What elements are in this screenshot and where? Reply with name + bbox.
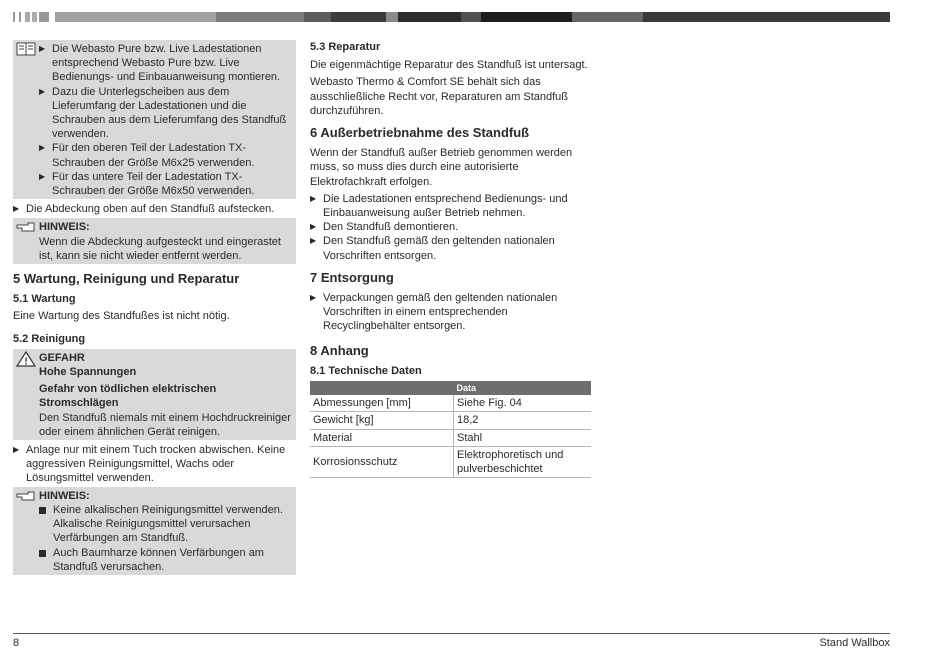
table-cell: Korrosionsschutz	[310, 446, 454, 477]
subsection-title: 5.2 Reinigung	[13, 332, 86, 345]
table-row	[310, 446, 591, 477]
danger-headline: Gefahr von tödlichen elektrischen Stromschlägen	[39, 383, 217, 410]
hint-title: HINWEIS:	[39, 489, 90, 502]
manual-book-icon	[16, 42, 36, 56]
table-cell: Stahl	[454, 429, 592, 446]
technical-data-table	[310, 381, 591, 478]
table-cell: Siehe Fig. 04	[454, 395, 592, 412]
pointing-hand-icon	[16, 220, 36, 234]
table-cell: Material	[310, 429, 454, 446]
list-item: Keine alkalischen Reinigungsmittel verwenden. Alkalische Reinigungsmittel verursachen Verfärbungen am Standfuß.	[39, 503, 292, 546]
list-item: ▶ Den Standfuß demontieren.	[310, 221, 459, 234]
table-row	[310, 395, 591, 412]
section-title: 6 Außerbetriebnahme des Standfuß	[310, 125, 530, 141]
table-cell: Abmessungen [mm]	[310, 395, 454, 412]
subsection-title: 5.3 Reparatur	[310, 41, 381, 53]
right-column	[310, 40, 592, 478]
table-cell: Gewicht [kg]	[310, 412, 454, 429]
hint-text: Wenn die Abdeckung aufgesteckt und eingerastet ist, kann sie nicht wieder entfernt werden.	[39, 235, 281, 262]
danger-box	[13, 349, 296, 440]
footer-divider	[13, 633, 890, 634]
paragraph: Eine Wartung des Standfußes ist nicht nötig.	[13, 310, 230, 323]
list-item: ▶ Für den oberen Teil der Ladestation TX-Schrauben der Größe M6x25 verwenden.	[39, 142, 255, 169]
section-title: 8 Anhang	[310, 342, 369, 358]
paragraph: Die eigenmächtige Reparatur des Standfuß ist untersagt.	[310, 59, 588, 72]
danger-sub: Hohe Spannungen	[39, 366, 137, 379]
section-title: 5 Wartung, Reinigung und Reparatur	[13, 271, 240, 287]
subsection-title: 8.1 Technische Daten	[310, 364, 422, 377]
left-column	[13, 40, 296, 578]
list-item: ▶ Den Standfuß gemäß den geltenden nationalen Vorschriften entsorgen.	[310, 235, 555, 262]
instruction-step: ▶ Anlage nur mit einem Tuch trocken abwischen. Keine aggressiven Reinigungsmittel, Wachs oder Lösungsmittel verwenden.	[13, 444, 286, 485]
instruction-step: ▶ Die Abdeckung oben auf den Standfuß aufstecken.	[13, 203, 275, 216]
subsection-title: 5.1 Wartung	[13, 293, 76, 306]
list-item: Auch Baumharze können Verfärbungen am Standfuß verursachen.	[39, 546, 292, 574]
table-cell: 18,2	[454, 412, 592, 429]
paragraph: Webasto Thermo & Comfort SE behält sich das ausschließliche Recht vor, Reparaturen am Standfuß durchzuführen.	[310, 76, 569, 117]
page-number: 8	[13, 637, 20, 649]
list-item: ▶ Verpackungen gemäß den geltenden nationalen Vorschriften in einem entsprechenden Recyclingbehälter entsorgen.	[310, 292, 558, 333]
list-item: ▶ Die Ladestationen entsprechend Bedienungs- und Einbauanweisung außer Betrieb nehmen.	[310, 192, 568, 220]
table-row	[310, 429, 591, 446]
list-item: ▶ Die Webasto Pure bzw. Live Ladestationen entsprechend Webasto Pure bzw. Live Bedienungs- und Einbauanweisung montieren.	[39, 43, 281, 84]
table-header-cell: Data	[454, 381, 592, 395]
paragraph: Wenn der Standfuß außer Betrieb genommen werden muss, so muss dies durch eine autorisierte Elektrofachkraft erfolgen.	[310, 147, 573, 188]
list-item: ▶ Für das untere Teil der Ladestation TX-Schrauben der Größe M6x50 verwenden.	[39, 170, 255, 198]
warning-triangle-icon	[16, 351, 36, 367]
section-title: 7 Entsorgung	[310, 269, 394, 285]
list-item: ▶ Dazu die Unterlegscheiben aus dem Lieferumfang der Ladestationen und die Schrauben aus dem Lieferumfang des Standfuß verwenden.	[39, 85, 287, 141]
hint-title: HINWEIS:	[39, 221, 90, 234]
hint-box	[13, 487, 296, 575]
pointing-hand-icon	[16, 489, 36, 503]
header-color-bar	[13, 12, 890, 22]
table-cell: Elektrophoretisch und pulverbeschichtet	[454, 446, 592, 477]
footer-title: Stand Wallbox	[819, 637, 890, 649]
table-header-cell	[310, 381, 454, 395]
table-header-row	[310, 381, 591, 395]
manual-note-box	[13, 40, 296, 199]
hint-box	[13, 218, 296, 264]
table-row	[310, 412, 591, 429]
svg-text:!: !	[24, 356, 28, 367]
danger-label: GEFAHR	[39, 351, 85, 364]
danger-text: Den Standfuß niemals mit einem Hochdruckreiniger oder einem ähnlichen Gerät reinigen.	[39, 411, 291, 438]
